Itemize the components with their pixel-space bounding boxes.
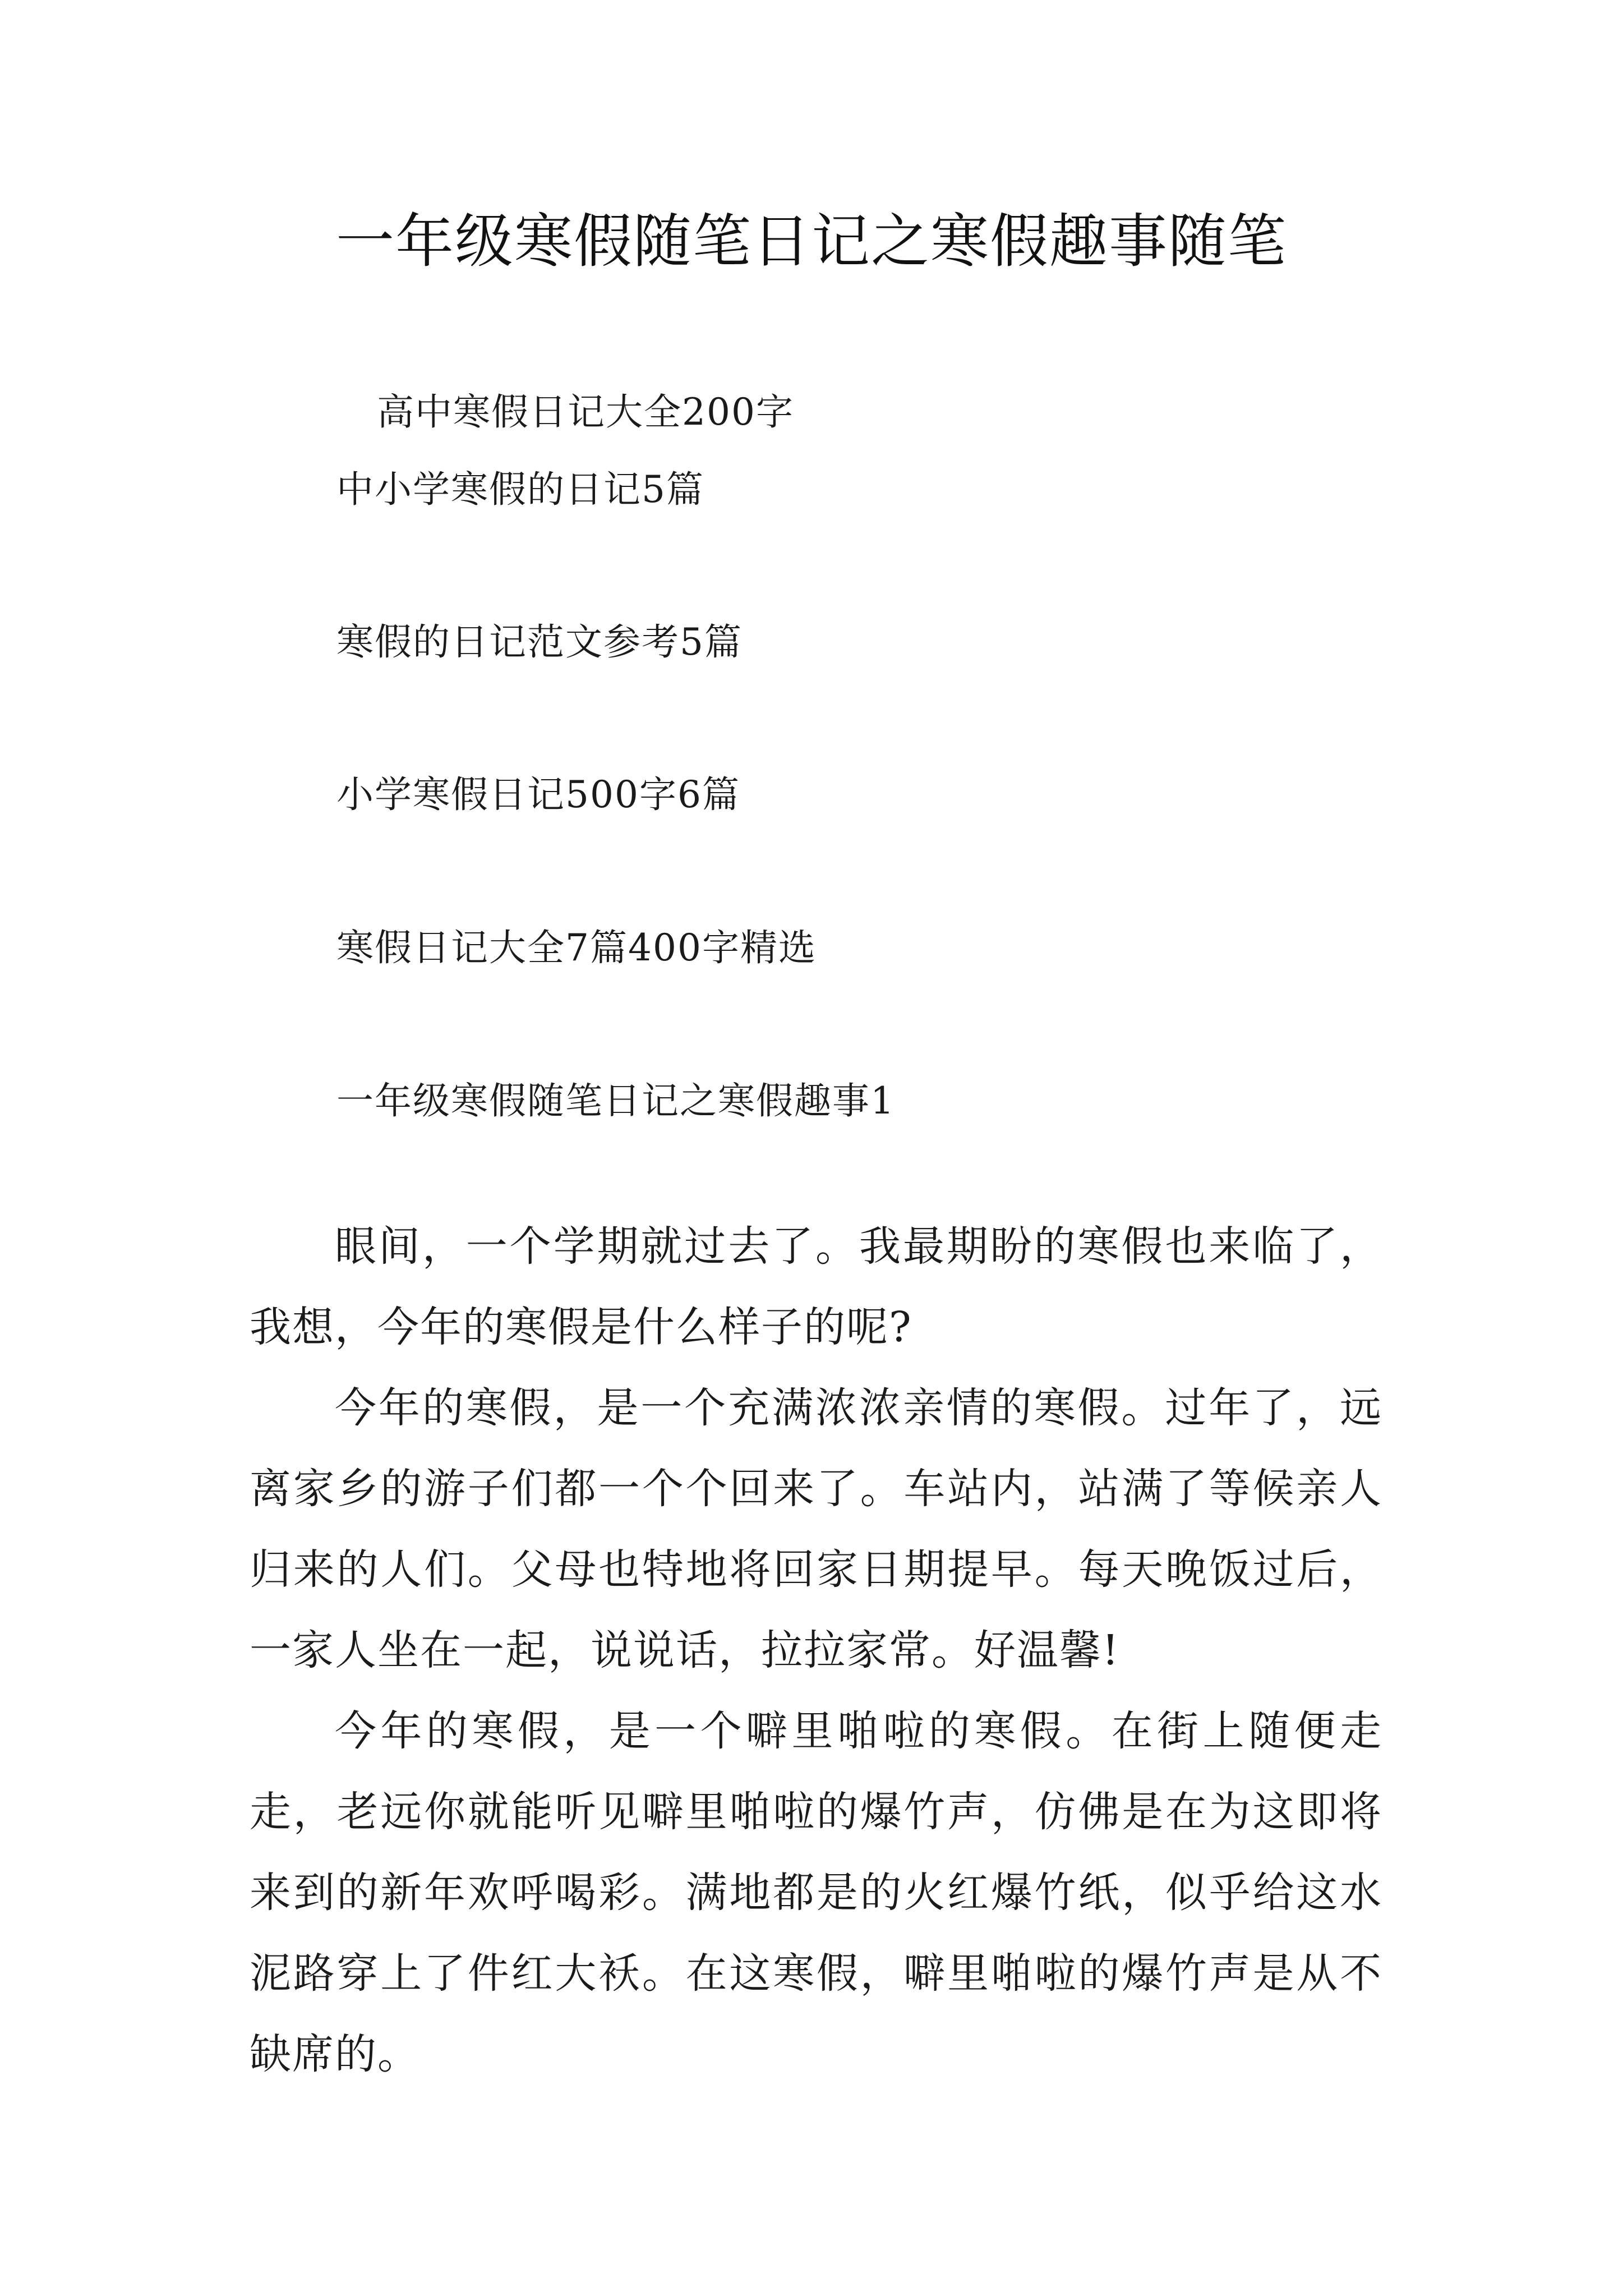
document-title: 一年级寒假随笔日记之寒假趣事随笔 [335,207,1287,275]
related-link-4[interactable]: 小学寒假日记500字6篇 [336,773,740,816]
related-link-6[interactable]: 一年级寒假随笔日记之寒假趣事1 [336,1079,895,1122]
related-link-3[interactable]: 寒假的日记范文参考5篇 [336,620,743,664]
related-link-5[interactable]: 寒假日记大全7篇400字精选 [336,926,817,969]
paragraph-2: 今年的寒假，是一个充满浓浓亲情的寒假。过年了，远离家乡的游子们都一个个回来了。车站内，站满了等候亲人归来的人们。父母也特地将回家日期提早。每天晚饭过后，一家人坐在一起，说说话，拉拉家常。好温馨! [250,1384,1382,1674]
related-link-1[interactable]: 高中寒假日记大全200字 [377,390,794,434]
paragraph-3: 今年的寒假，是一个噼里啪啦的寒假。在街上随便走走，老远你就能听见噼里啪啦的爆竹声，仿佛是在为这即将来到的新年欢呼喝彩。满地都是的火红爆竹纸，似乎给这水泥路穿上了件红大袄。在这寒假，噼里啪啦的爆竹声是从不缺席的。 [250,1707,1382,2078]
paragraph-1: 眼间，一个学期就过去了。我最期盼的寒假也来临了，我想，今年的寒假是什么样子的呢? [250,1222,1382,1351]
article-body [250,1206,1382,2095]
related-link-2[interactable]: 中小学寒假的日记5篇 [336,468,704,511]
